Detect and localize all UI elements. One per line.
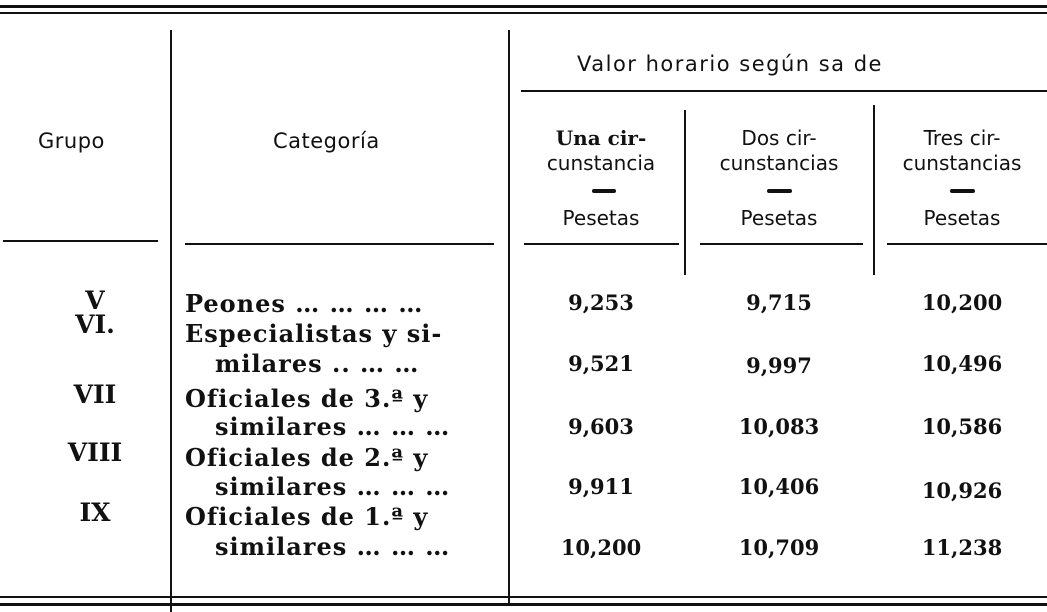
top-rule-inner <box>0 12 1047 14</box>
rule-under-col2 <box>700 243 863 245</box>
row-categoria-oficiales-3-1: Oficiales de 3.ª y <box>185 384 429 413</box>
top-rule <box>0 5 1047 8</box>
row-v-value-1: 9,253 <box>568 290 634 315</box>
row-viii-value-3: 10,926 <box>921 478 1003 503</box>
rule-under-col3 <box>887 243 1047 245</box>
col3-line2: cunstancias <box>902 151 1022 175</box>
row-vi-value-3: 10,496 <box>921 351 1003 376</box>
vrule-grupo-categoria <box>170 30 172 612</box>
row-v-value-2: 9,715 <box>746 290 812 315</box>
row-grupo-vii: VII <box>73 380 117 409</box>
row-categoria-oficiales-3-2: similares … … … <box>215 412 451 441</box>
row-grupo-ix: IX <box>79 498 111 527</box>
row-viii-value-2: 10,406 <box>738 474 820 499</box>
col1-line1: Una cir- <box>555 126 647 150</box>
bottom-rule <box>0 596 1047 598</box>
row-vi-value-2: 9,997 <box>746 353 812 378</box>
row-viii-value-1: 9,911 <box>568 474 634 499</box>
row-v-value-3: 10,200 <box>921 290 1003 315</box>
row-categoria-especialistas-2: milares .. … … <box>215 349 420 378</box>
col2-dash <box>767 189 792 193</box>
vrule-col1-col2 <box>684 110 686 275</box>
row-vii-value-1: 9,603 <box>568 414 634 439</box>
col1-unit: Pesetas <box>562 206 640 230</box>
header-valor-horario: Valor horario según sa de <box>577 52 883 76</box>
row-ix-value-1: 10,200 <box>560 535 642 560</box>
col1-dash <box>592 189 616 193</box>
vrule-col2-col3 <box>873 105 875 275</box>
row-vi-value-1: 9,521 <box>568 351 634 376</box>
col2-line1: Dos cir- <box>741 126 817 150</box>
rule-under-valor <box>521 90 1047 92</box>
row-categoria-especialistas-1: Especialistas y si- <box>185 319 443 348</box>
col2-unit: Pesetas <box>740 206 818 230</box>
header-categoria: Categoría <box>273 129 380 153</box>
row-vii-value-2: 10,083 <box>738 414 820 439</box>
col1-line2: cunstancia <box>546 151 656 175</box>
col2-line2: cunstancias <box>719 151 839 175</box>
row-vii-value-3: 10,586 <box>921 414 1003 439</box>
row-grupo-viii: VIII <box>67 438 123 467</box>
rule-under-categoria <box>185 243 494 245</box>
rule-under-col1 <box>524 243 679 245</box>
col3-dash <box>950 189 975 193</box>
bottom-rule-inner <box>0 603 1047 606</box>
row-categoria-oficiales-2-1: Oficiales de 2.ª y <box>185 443 429 472</box>
row-categoria-oficiales-1-2: similares … … … <box>215 532 451 561</box>
col3-unit: Pesetas <box>923 206 1001 230</box>
rule-under-grupo <box>3 240 158 242</box>
row-grupo-vi: VI. <box>75 310 115 339</box>
row-grupo-v: V <box>85 286 105 315</box>
row-categoria-oficiales-2-2: similares … … … <box>215 472 451 501</box>
row-categoria-peones: Peones … … … … <box>185 289 424 318</box>
row-ix-value-3: 11,238 <box>921 535 1003 560</box>
header-grupo: Grupo <box>38 129 105 153</box>
row-ix-value-2: 10,709 <box>738 535 820 560</box>
col3-line1: Tres cir- <box>923 126 1001 150</box>
vrule-categoria-valores <box>508 30 510 605</box>
row-categoria-oficiales-1-1: Oficiales de 1.ª y <box>185 502 429 531</box>
